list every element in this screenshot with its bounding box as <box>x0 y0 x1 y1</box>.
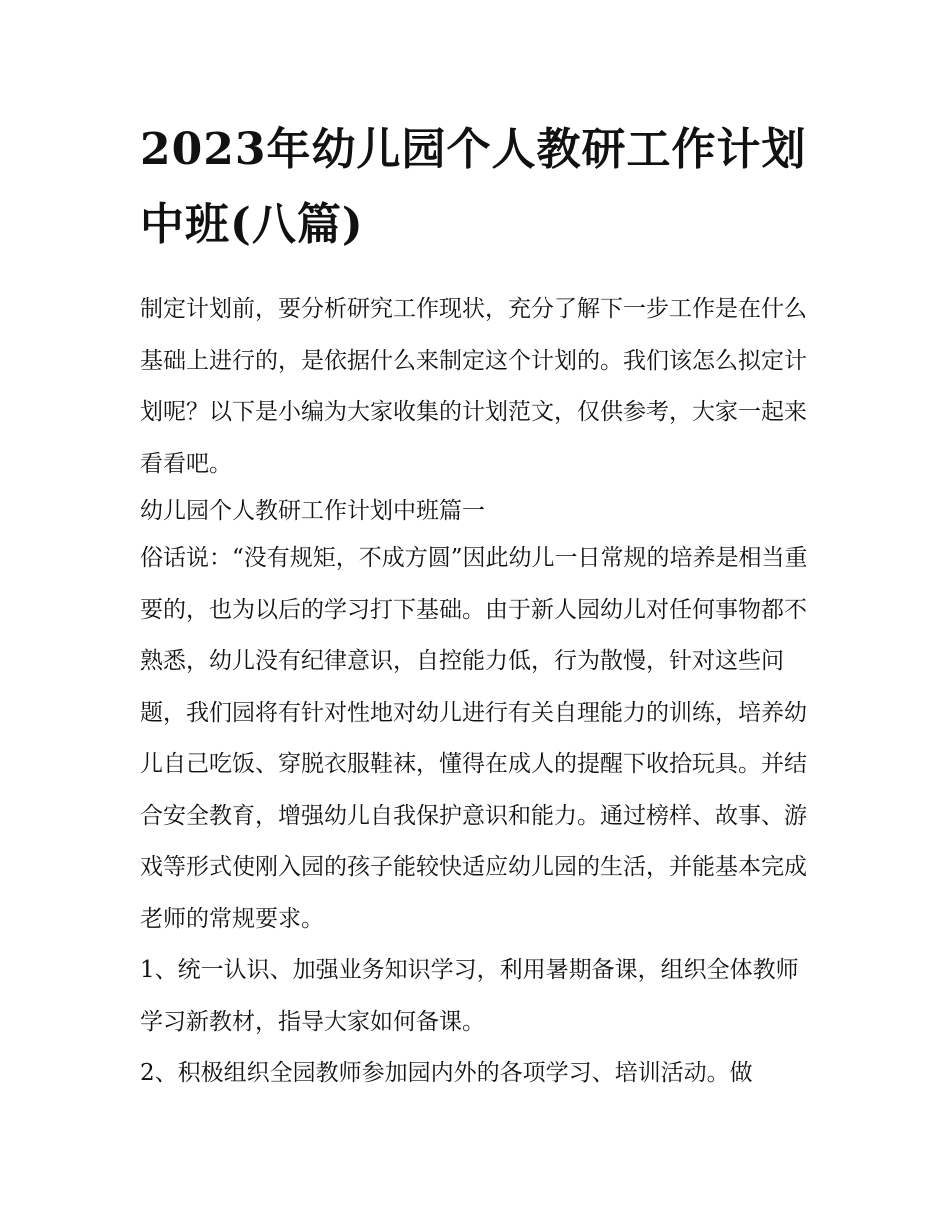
document-body <box>140 284 820 1100</box>
body-paragraph: 俗话说：“没有规矩，不成方圆”因此幼儿一日常规的培养是相当重要的，也为以后的学习打下基础。由于新人园幼儿对任何事物都不熟悉，幼儿没有纪律意识，自控能力低，行为散慢，针对这些问题，我们园将有针对性地对幼儿进行有关自理能力的训练，培养幼儿自己吃饭、穿脱衣服鞋袜，懂得在成人的提醒下收拾玩具。并结合安全教育，增强幼儿自我保护意识和能力。通过榜样、故事、游戏等形式使刚入园的孩子能较快适应幼儿园的生活，并能基本完成老师的常规要求。 <box>140 545 808 932</box>
list-item-2: 2、积极组织全园教师参加园内外的各项学习、培训活动。做 <box>140 1060 753 1086</box>
list-item-1: 1、统一认识、加强业务知识学习，利用暑期备课，组织全体教师学习新教材，指导大家如何备课。 <box>140 957 799 1035</box>
intro-paragraph: 制定计划前，要分析研究工作现状，充分了解下一步工作是在什么基础上进行的，是依据什么来制定这个计划的。我们该怎么拟定计划呢？以下是小编为大家收集的计划范文，仅供参考，大家一起来看看吧。 <box>140 296 807 477</box>
document-title: 2023年幼儿园个人教研工作计划中班(八篇) <box>140 124 807 250</box>
document-page <box>140 112 820 1100</box>
section-heading: 幼儿园个人教研工作计划中班篇一 <box>140 498 485 524</box>
